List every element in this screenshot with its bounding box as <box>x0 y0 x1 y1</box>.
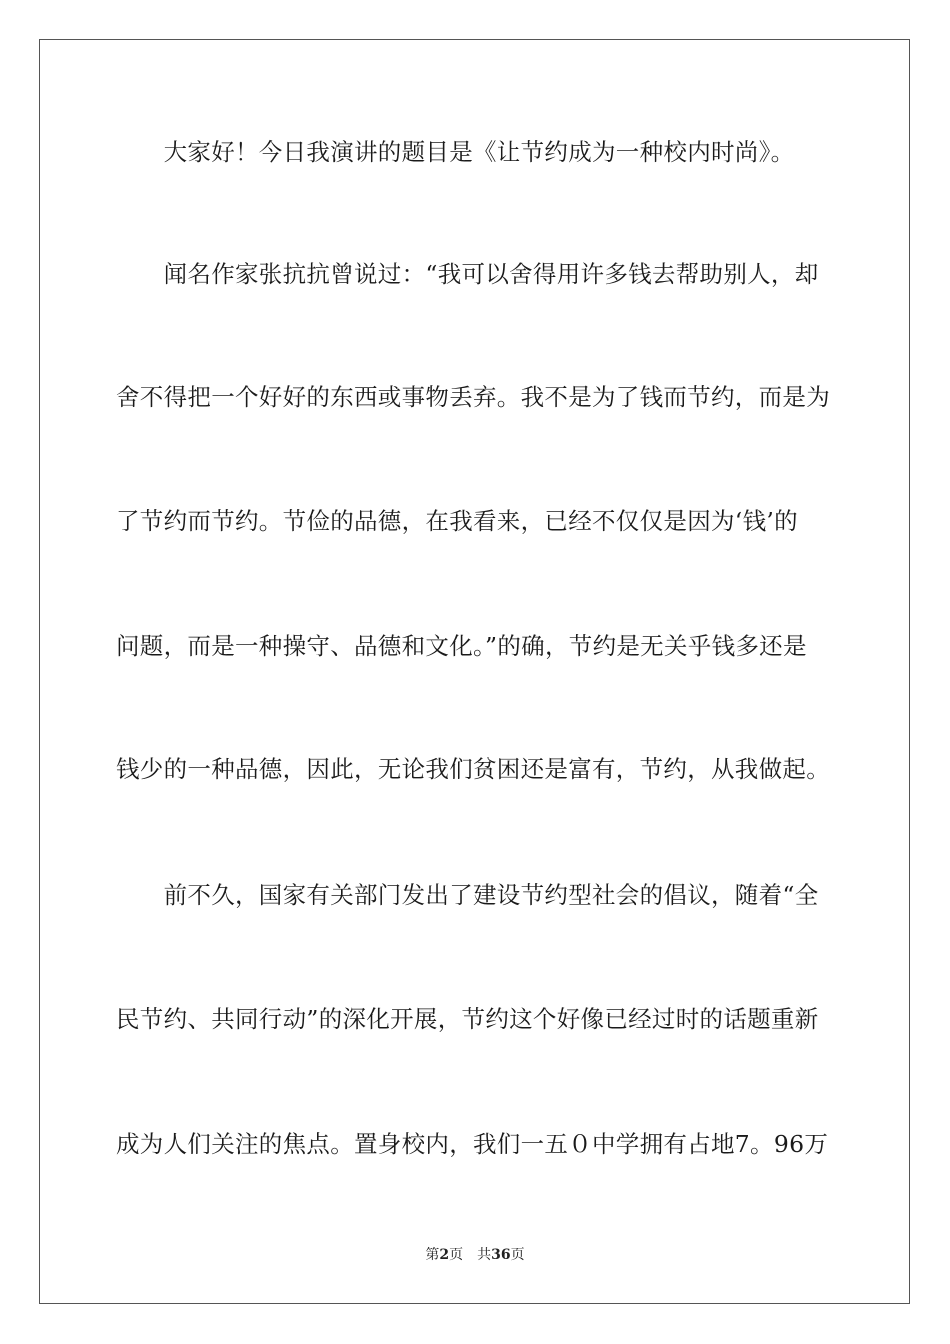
page-footer <box>0 1246 950 1264</box>
body-line-7: 前不久，国家有关部门发出了建设节约型社会的倡议，随着“全 <box>116 881 819 909</box>
footer-page-prefix: 第 <box>425 1247 440 1263</box>
body-line-9: 成为人们关注的焦点。置身校内，我们一五０中学拥有占地7。96万 <box>116 1130 829 1158</box>
footer-total-prefix: 共 <box>477 1247 492 1263</box>
footer-page-suffix: 页 <box>449 1247 464 1263</box>
body-line-5: 问题，而是一种操守、品德和文化。”的确，节约是无关乎钱多还是 <box>116 632 807 660</box>
body-line-6: 钱少的一种品德，因此，无论我们贫困还是富有，节约，从我做起。 <box>116 755 830 783</box>
body-line-8: 民节约、共同行动”的深化开展，节约这个好像已经过时的话题重新 <box>116 1005 819 1033</box>
page-border <box>39 39 910 1304</box>
body-line-2: 闻名作家张抗抗曾说过：“我可以舍得用许多钱去帮助别人，却 <box>116 260 819 288</box>
body-line-1: 大家好！今日我演讲的题目是《让节约成为一种校内时尚》。 <box>116 138 795 166</box>
footer-page-total: 36 <box>491 1247 511 1263</box>
footer-page-current: 2 <box>439 1247 450 1263</box>
body-line-3: 舍不得把一个好好的东西或事物丢弃。我不是为了钱而节约，而是为 <box>116 383 830 411</box>
footer-total-suffix: 页 <box>510 1247 525 1263</box>
body-line-4: 了节约而节约。节俭的品德，在我看来，已经不仅仅是因为‘钱’的 <box>116 507 798 535</box>
